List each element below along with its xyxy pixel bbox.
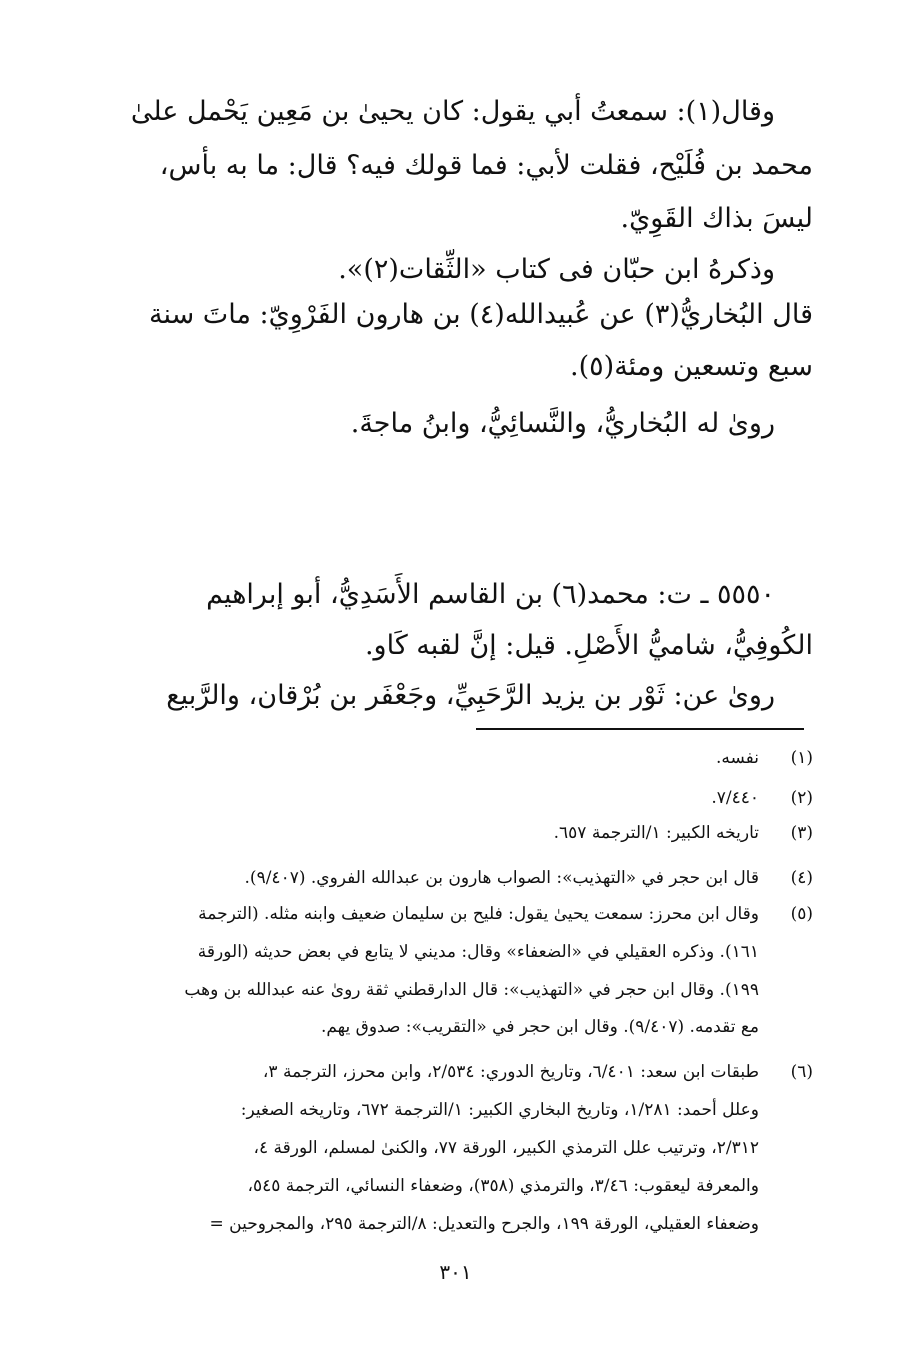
footnote-text: قال ابن حجر في «التهذيب»: الصواب هارون بن عبدالله الفروي. (٩/٤٠٧). bbox=[244, 868, 759, 888]
footnote-text: والمعرفة ليعقوب: ٣/٤٦، والترمذي (٣٥٨)، وضعفاء النسائي، الترجمة ٥٤٥، bbox=[247, 1176, 759, 1196]
footnote-text: مع تقدمه. (٩/٤٠٧). وقال ابن حجر في «التقريب»: صدوق يهم. bbox=[320, 1017, 759, 1037]
footnote-text: تاريخه الكبير: ١/الترجمة ٦٥٧. bbox=[553, 823, 759, 843]
footnote-text: نفسه. bbox=[715, 748, 759, 768]
page-number: ٣٠١ bbox=[439, 1260, 472, 1284]
footnote-text: ١٦١). وذكره العقيلي في «الضعفاء» وقال: مديني لا يتابع في بعض حديثه (الورقة bbox=[197, 942, 759, 962]
footnote-number: (١) bbox=[790, 748, 813, 768]
footnote-number: (٢) bbox=[790, 788, 813, 808]
text-line: ليسَ بذاك القَوِيّ. bbox=[620, 203, 813, 234]
entry-line: الكُوفِيُّ، شاميُّ الأَصْلِ. قيل: إنَّ لقبه كَاو. bbox=[364, 630, 813, 661]
text-line: قال البُخاريُّ(٣) عن عُبيدالله(٤) بن هارون الفَرْوِيّ: ماتَ سنة bbox=[148, 299, 813, 330]
footnote-divider bbox=[476, 728, 804, 730]
text-line: روىٰ له البُخاريُّ، والنَّسائِيُّ، وابنُ ماجةَ. bbox=[350, 408, 775, 439]
footnote-text: وقال ابن محرز: سمعت يحيىٰ يقول: فليح بن سليمان ضعيف وابنه مثله. (الترجمة bbox=[198, 904, 759, 924]
text-line: محمد بن فُلَيْح، فقلت لأبي: فما قولك فيه؟ قال: ما به بأس، bbox=[159, 150, 813, 181]
text-line: وقال(١): سمعتُ أبي يقول: كان يحيىٰ بن مَعِين يَحْمل علىٰ bbox=[130, 96, 775, 127]
text-line: وذكرهُ ابن حبّان فى كتاب «الثِّقات(٢)». bbox=[338, 254, 775, 285]
entry-line: ٥٥٥٠ ـ ت: محمد(٦) بن القاسم الأَسَدِيُّ، أبو إبراهيم bbox=[206, 579, 775, 610]
footnote-text: وضعفاء العقيلي، الورقة ١٩٩، والجرح والتعديل: ٨/الترجمة ٢٩٥، والمجروحين = bbox=[209, 1214, 759, 1234]
text-line: سبع وتسعين ومئة(٥). bbox=[570, 351, 813, 382]
footnote-number: (٤) bbox=[790, 868, 813, 888]
footnote-number: (٥) bbox=[790, 904, 813, 924]
footnote-number: (٦) bbox=[790, 1062, 813, 1082]
footnote-text: ١٩٩). وقال ابن حجر في «التهذيب»: قال الدارقطني ثقة روىٰ عنه عبدالله بن وهب bbox=[184, 980, 759, 1000]
footnote-text: ٧/٤٤٠. bbox=[711, 788, 759, 808]
footnote-text: طبقات ابن سعد: ٦/٤٠١، وتاريخ الدوري: ٢/٥٣٤، وابن محرز، الترجمة ٣، bbox=[262, 1062, 759, 1082]
footnote-text: وعلل أحمد: ١/٢٨١، وتاريخ البخاري الكبير: ١/الترجمة ٦٧٢، وتاريخه الصغير: bbox=[240, 1100, 759, 1120]
entry-line: روىٰ عن: ثَوْر بن يزيد الرَّحَبِيِّ، وجَعْفَر بن بُرْقان، والرَّبيع bbox=[166, 680, 775, 711]
footnote-text: ٢/٣١٢، وترتيب علل الترمذي الكبير، الورقة ٧٧، والكنىٰ لمسلم، الورقة ٤، bbox=[253, 1138, 759, 1158]
footnote-number: (٣) bbox=[790, 823, 813, 843]
